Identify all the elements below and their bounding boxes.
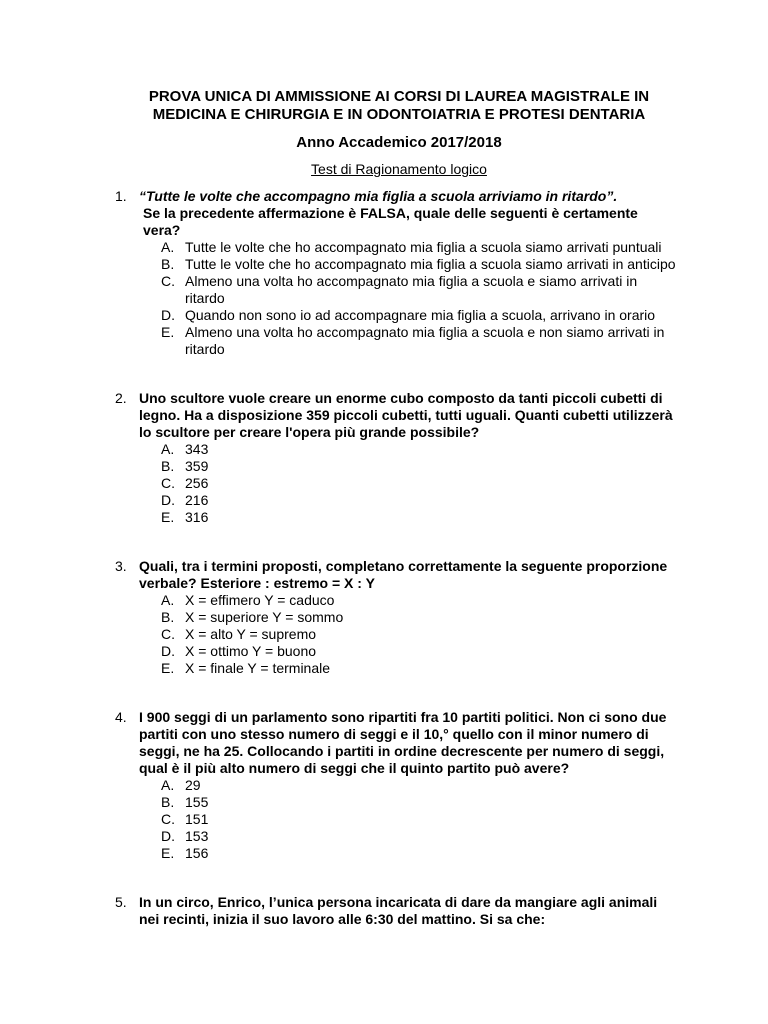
option-a xyxy=(161,777,676,794)
option-a xyxy=(161,592,676,609)
option-text: 359 xyxy=(185,458,209,474)
document-title: PROVA UNICA DI AMMISSIONE AI CORSI DI LAUREA MAGISTRALE IN MEDICINA E CHIRURGIA E IN ODONTOIATRIA E PROTESI DENTARIA xyxy=(148,88,650,123)
option-text: Tutte le volte che ho accompagnato mia figlia a scuola siamo arrivati puntuali xyxy=(185,239,662,255)
option-b xyxy=(161,256,676,273)
option-text: 343 xyxy=(185,441,209,457)
option-text: 216 xyxy=(185,492,209,508)
question-number: 4. xyxy=(115,709,127,725)
option-letter: A. xyxy=(161,239,175,255)
option-c xyxy=(161,475,676,492)
question-text xyxy=(139,188,676,239)
question-text: Quali, tra i termini proposti, completano correttamente la seguente proporzione verbale? Esteriore : estremo = X : Y xyxy=(139,558,668,591)
option-text: Tutte le volte che ho accompagnato mia figlia a scuola siamo arrivati in anticipo xyxy=(185,256,676,272)
option-letter: C. xyxy=(161,273,175,289)
option-b xyxy=(161,458,676,475)
question-4 xyxy=(112,709,676,862)
option-text: 156 xyxy=(185,845,209,861)
option-letter: E. xyxy=(161,509,175,525)
option-d xyxy=(161,307,676,324)
option-text: 256 xyxy=(185,475,209,491)
answer-options xyxy=(139,777,676,862)
option-b xyxy=(161,794,676,811)
option-d xyxy=(161,643,676,660)
option-text: X = superiore Y = sommo xyxy=(185,609,344,625)
option-c xyxy=(161,626,676,643)
option-a xyxy=(161,239,676,256)
question-text: In un circo, Enrico, l’unica persona incaricata di dare da mangiare agli animali nei recinti, inizia il suo lavoro alle 6:30 del mattino. Si sa che: xyxy=(139,894,658,927)
option-c xyxy=(161,811,676,828)
option-text: X = ottimo Y = buono xyxy=(185,643,317,659)
answer-options xyxy=(139,239,676,358)
option-letter: C. xyxy=(161,475,175,491)
option-letter: C. xyxy=(161,626,175,642)
option-text: 29 xyxy=(185,777,201,793)
option-letter: A. xyxy=(161,592,175,608)
question-number: 1. xyxy=(115,188,127,204)
option-d xyxy=(161,828,676,845)
option-letter: D. xyxy=(161,492,175,508)
option-text: X = finale Y = terminale xyxy=(185,660,331,676)
option-letter: D. xyxy=(161,828,175,844)
option-text: X = alto Y = supremo xyxy=(185,626,317,642)
question-text: Uno scultore vuole creare un enorme cubo composto da tanti piccoli cubetti di legno. Ha a disposizione 359 piccoli cubetti, tutti uguali. Quanti cubetti utilizzerà lo scultore per creare l'opera più grande possibile? xyxy=(139,390,673,440)
question-text: I 900 seggi di un parlamento sono ripartiti fra 10 partiti politici. Non ci sono due partiti con uno stesso numero di seggi e il 10,° quello con il minor numero di seggi, ne ha 25. Collocando i partiti in ordine decrescente per numero di seggi, qual è il più alto numero di seggi che il quinto partito può avere? xyxy=(139,709,667,776)
question-quote: “Tutte le volte che accompagno mia figlia a scuola arriviamo in ritardo”. xyxy=(139,188,618,204)
option-e xyxy=(161,324,676,358)
option-text: 316 xyxy=(185,509,209,525)
option-letter: A. xyxy=(161,441,175,457)
test-subtitle: Test di Ragionamento logico xyxy=(311,161,487,177)
option-b xyxy=(161,609,676,626)
answer-options xyxy=(139,592,676,677)
question-number: 2. xyxy=(115,390,127,406)
option-text: Almeno una volta ho accompagnato mia figlia a scuola e non siamo arrivati in ritardo xyxy=(185,324,665,357)
option-e xyxy=(161,509,676,526)
option-d xyxy=(161,492,676,509)
option-letter: B. xyxy=(161,794,175,810)
question-body: Se la precedente affermazione è FALSA, quale delle seguenti è certamente vera? xyxy=(143,205,638,238)
option-letter: B. xyxy=(161,609,175,625)
question-number: 5. xyxy=(115,894,127,910)
option-text: 153 xyxy=(185,828,209,844)
option-e xyxy=(161,660,676,677)
option-letter: B. xyxy=(161,256,175,272)
option-letter: E. xyxy=(161,324,175,340)
question-2 xyxy=(112,390,676,526)
question-1 xyxy=(112,188,676,358)
option-letter: D. xyxy=(161,307,175,323)
option-text: X = effimero Y = caduco xyxy=(185,592,335,608)
option-text: 151 xyxy=(185,811,209,827)
option-c xyxy=(161,273,676,307)
option-letter: D. xyxy=(161,643,175,659)
question-number: 3. xyxy=(115,558,127,574)
option-letter: E. xyxy=(161,660,175,676)
option-letter: C. xyxy=(161,811,175,827)
option-text: Almeno una volta ho accompagnato mia figlia a scuola e siamo arrivati in ritardo xyxy=(185,273,638,306)
answer-options xyxy=(139,441,676,526)
question-3 xyxy=(112,558,676,677)
option-text: Quando non sono io ad accompagnare mia figlia a scuola, arrivano in orario xyxy=(185,307,656,323)
option-letter: E. xyxy=(161,845,175,861)
option-e xyxy=(161,845,676,862)
question-5 xyxy=(112,894,676,928)
academic-year: Anno Accademico 2017/2018 xyxy=(296,134,502,151)
option-letter: A. xyxy=(161,777,175,793)
option-letter: B. xyxy=(161,458,175,474)
option-a xyxy=(161,441,676,458)
option-text: 155 xyxy=(185,794,209,810)
